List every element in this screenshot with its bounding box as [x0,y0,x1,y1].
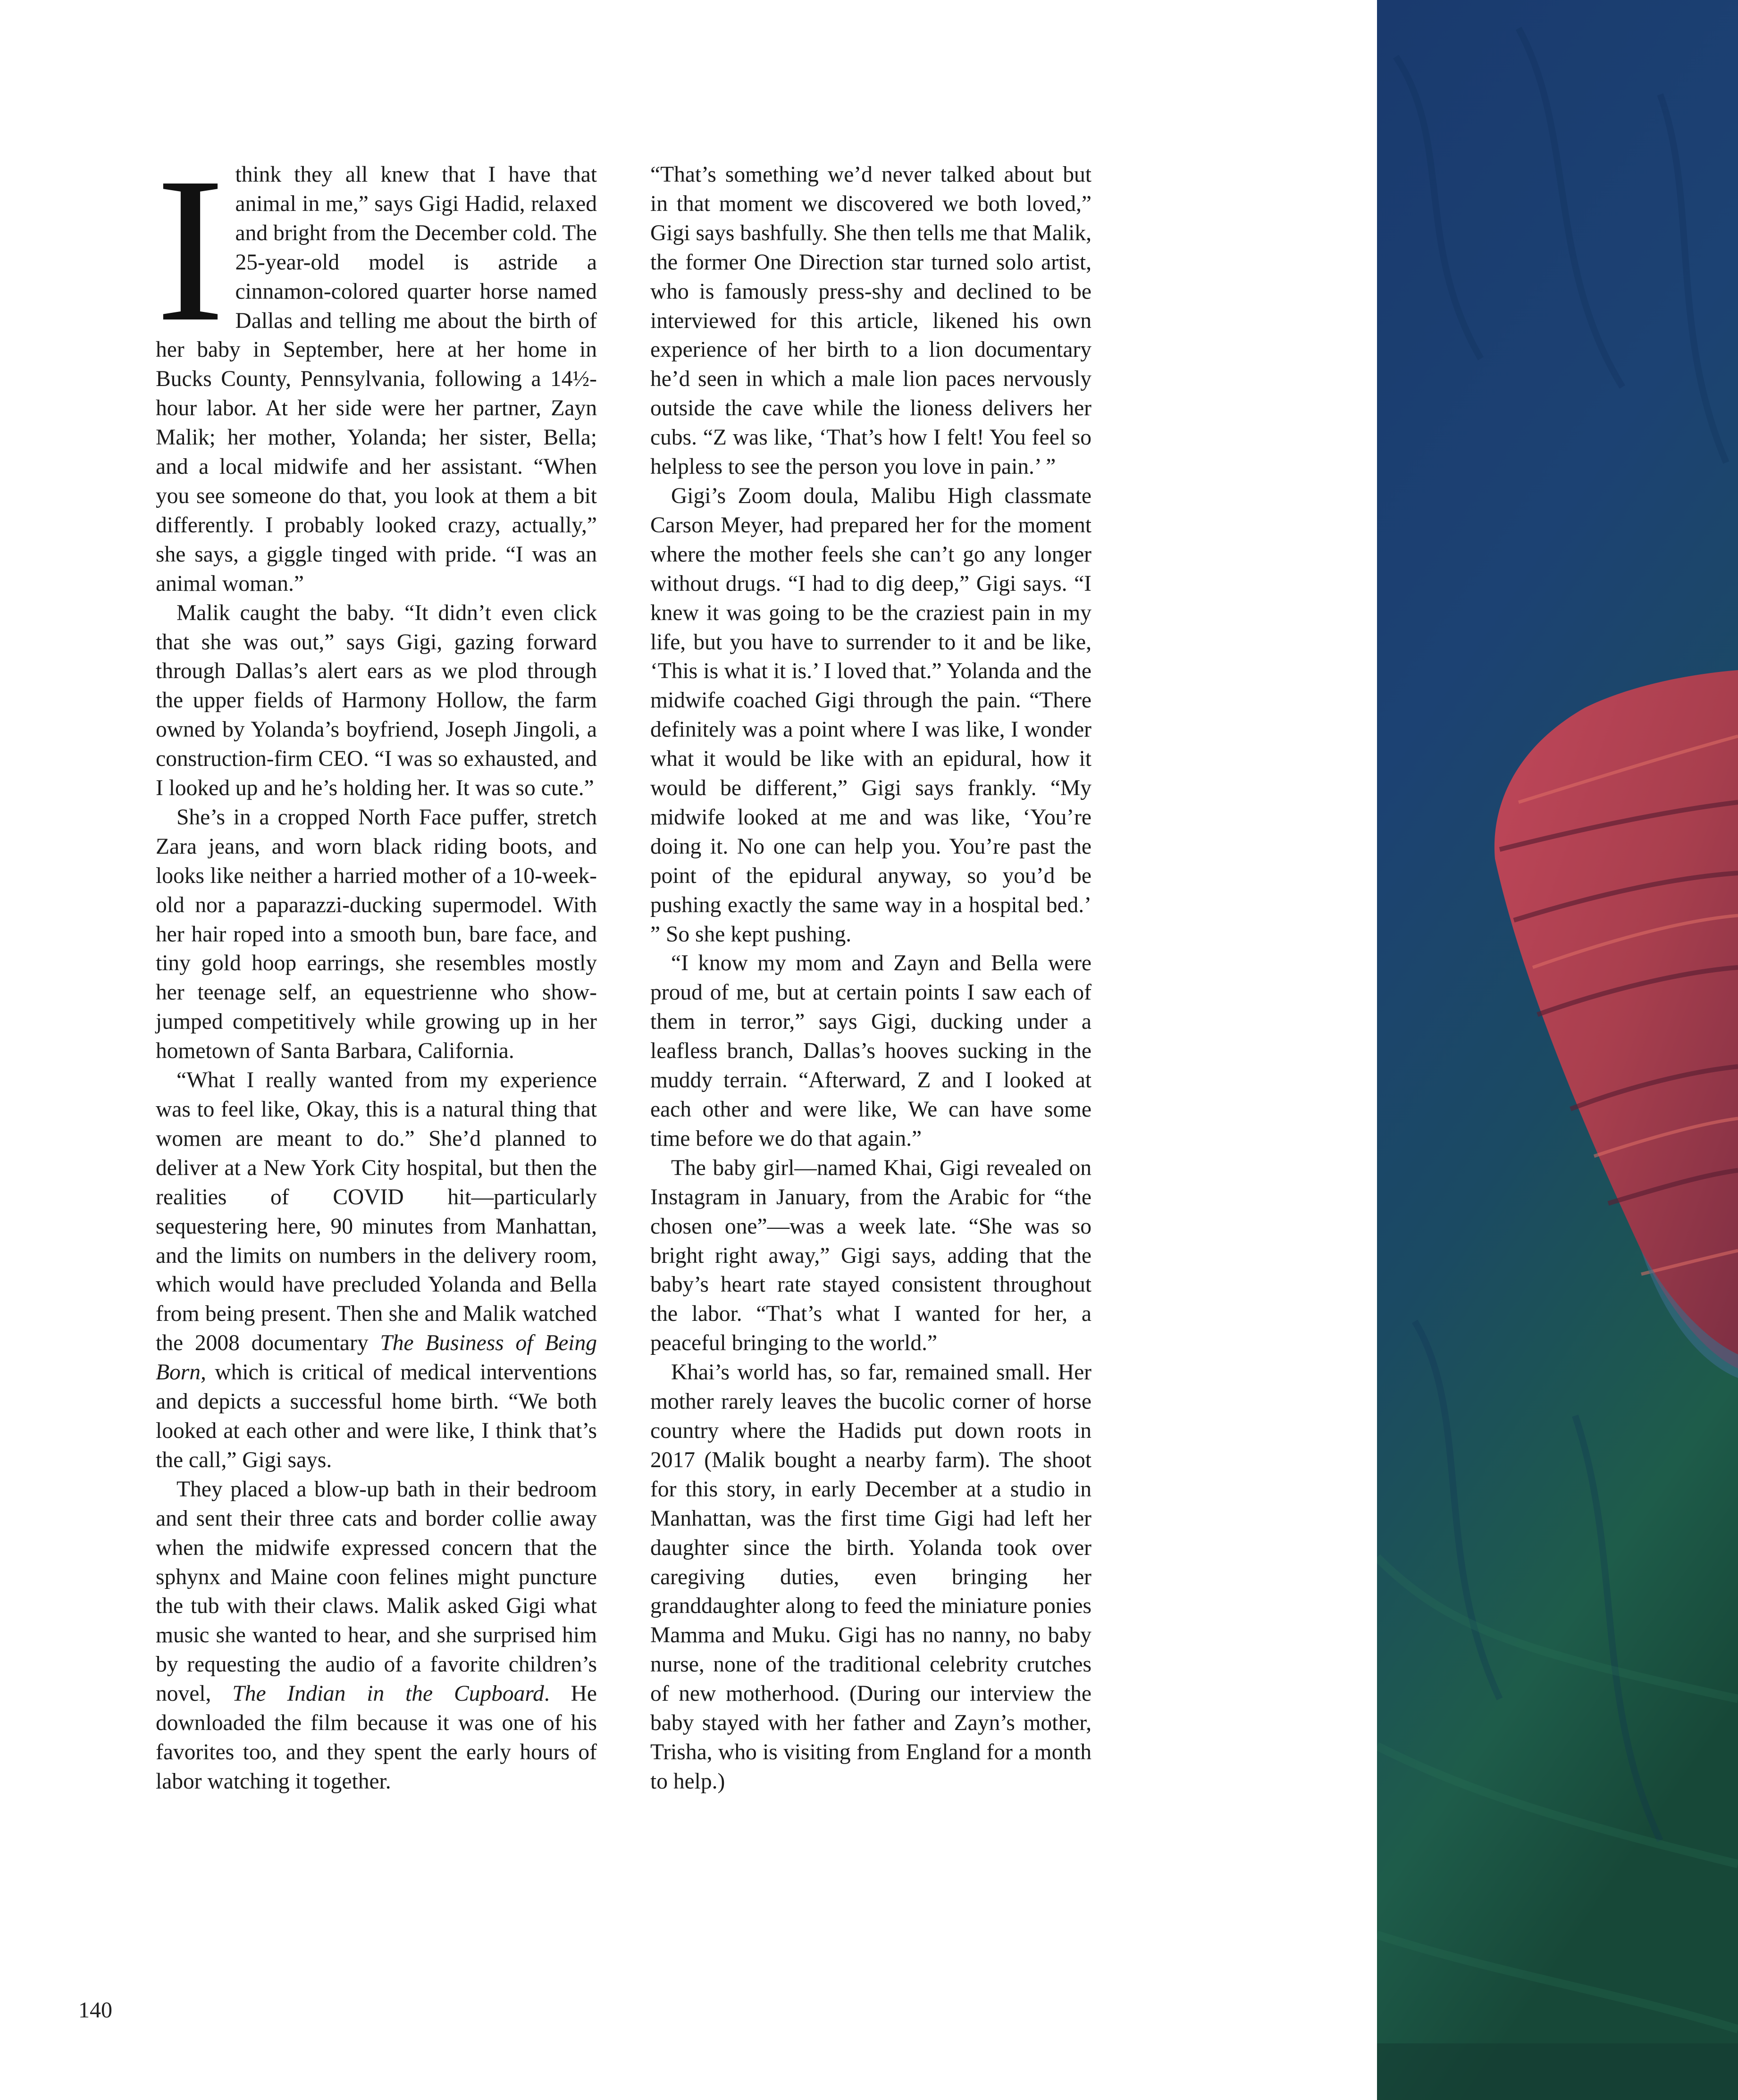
paragraph-7: Gigi’s Zoom doula, Malibu High classmate Carson Meyer, had prepared her for the moment where the mother feels she can’t go any longer without drugs. “I had to dig deep,” Gigi says. “I knew it was going to be the craziest pain in my life, but you have to surrender to it and be like, ‘This is what it is.’ I loved that.” Yolanda and the midwife coached Gigi through the pain. “There definitely was a point where I was like, I wonder what it would be like with an epidural, how it would be different,” Gigi says frankly. “My midwife looked at me and was like, ‘You’re doing it. No one can help you. You’re past the point of the epidural anyway, so you’d be pushing exactly the same way in a hospital bed.’ ” So she kept pushing. [650,483,1091,947]
paragraph-4-tail: which is critical of medical interventions and depicts a successful home birth. “We both looked at each other and were like, I think that’s the call,” Gigi says. [156,1360,597,1472]
paragraph-1 [156,135,597,599]
film-title: The Business of Being Born, [156,1331,597,1385]
paragraph-2: Malik caught the baby. “It didn’t even click that she was out,” says Gigi, gazing forward through Dallas’s alert ears as we plod through the upper fields of Harmony Hollow, the farm owned by Yolanda’s boyfriend, Joseph Jingoli, a construction-firm CEO. “I was so exhausted, and I looked up and he’s holding her. It was so cute.” [156,600,597,801]
paragraph-5-text: They placed a blow-up bath in their bedroom and sent their three cats and border collie away when the midwife expressed concern that the sphynx and Maine coon felines might puncture the tub with their claws. Malik asked Gigi what music she wanted to hear, and she surprised him by requesting the audio of a favorite children’s novel, [156,1477,597,1706]
paragraph-9: The baby girl—named Khai, Gigi revealed on Instagram in January, from the Arabic for “the chosen one”—was a week late. “She was so bright right away,” Gigi says, adding that the baby’s heart rate stayed consistent throughout the labor. “That’s what I wanted for her, a peaceful bringing to the world.” [650,1155,1091,1356]
paragraph-10: Khai’s world has, so far, remained small. Her mother rarely leaves the bucolic corner of horse country where the Hadids put down roots in 2017 (Malik bought a nearby farm). The shoot for this story, in early December at a studio in Manhattan, was the first time Gigi had left her daughter since the birth. Yolanda took over caregiving duties, even bringing her granddaughter along to feed the miniature ponies Mamma and Muku. Gigi has no nanny, no baby nurse, none of the traditional celebrity crutches of new motherhood. (During our interview the baby stayed with her father and Zayn’s mother, Trisha, who is visiting from England for a month to help.) [650,1360,1091,1794]
paragraph-4-text: “What I really wanted from my experience was to feel like, Okay, this is a natural thing that women are meant to do.” She’d planned to deliver at a New York City hospital, but then the realities of COVID hit—particularly sequestering here, 90 minutes from Manhattan, and the limits on numbers in the delivery room, which would have precluded Yolanda and Bella from being present. Then she and Malik watched the 2008 documentary [156,1068,597,1356]
paragraph-6: “That’s something we’d never talked about but in that moment we discovered we both loved,” Gigi says bashfully. She then tells me that Malik, the former One Direction star turned solo artist, who is famously press-shy and declined to be interviewed for this article, likened his own experience of her birth to a lion documentary he’d seen in which a male lion paces nervously outside the cave while the lioness delivers her cubs. “Z was like, ‘That’s how I felt! You feel so helpless to see the person you love in pain.’ ” [650,162,1091,479]
article-column-right [650,160,1091,1797]
drop-cap: I [156,135,225,365]
paragraph-8: “I know my mom and Zayn and Bella were proud of me, but at certain points I saw each of them in terror,” says Gigi, ducking under a leafless branch, Dallas’s hooves sucking in the muddy terrain. “Afterward, Z and I looked at each other and were like, We can have some time before we do that again.” [650,951,1091,1151]
painting-image [1377,0,1738,2100]
page-number: 140 [78,1998,112,2023]
painting-artwork [1377,0,1738,2100]
paragraph-1-text: think they all knew that I have that animal in me,” says Gigi Hadid, relaxed and bright from the December cold. The 25-year-old model is astride a cinnamon-colored quarter horse named Dallas and telling me about the birth of her baby in September, here at her home in Bucks County, Pennsylvania, following a 14½-hour labor. At her side were her partner, Zayn Malik; her mother, Yolanda; her sister, Bella; and a local midwife and her assistant. “When you see someone do that, you look at them a bit differently. I probably looked crazy, actually,” she says, a giggle tinged with pride. “I was an animal woman.” [156,162,597,596]
novel-title: The Indian in the Cupboard [232,1681,544,1706]
article-column-left [156,135,597,1797]
paragraph-5-tail: . He downloaded the film because it was one of his favorites too, and they spent the early hours of labor watching it together. [156,1681,597,1794]
paragraph-5 [156,1475,597,1797]
paragraph-3: She’s in a cropped North Face puffer, stretch Zara jeans, and worn black riding boots, and looks like neither a harried mother of a 10-week-old nor a paparazzi-ducking supermodel. With her hair roped into a smooth bun, bare face, and tiny gold hoop earrings, she resembles mostly her teenage self, an equestrienne who show-jumped competitively while growing up in her hometown of Santa Barbara, California. [156,805,597,1064]
paragraph-4 [156,1066,597,1475]
